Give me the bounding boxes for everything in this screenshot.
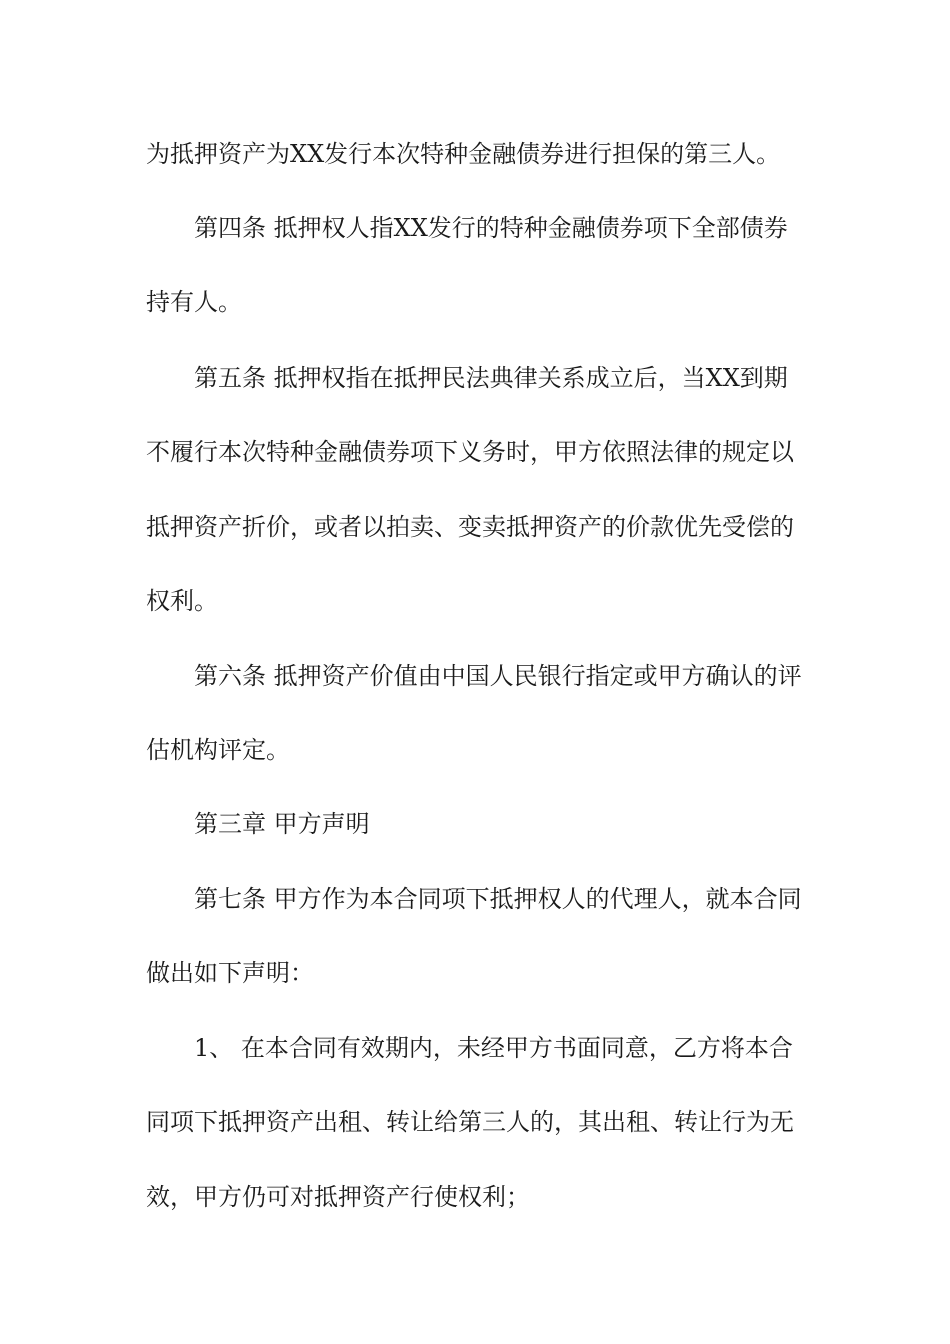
article-6-heading-line: 第六条 抵押资产价值由中国人民银行指定或甲方确认的评	[194, 662, 802, 690]
text-line-6: 抵押资产折价，或者以拍卖、变卖抵押资产的价款优先受偿的	[146, 513, 794, 541]
chapter-3-heading: 第三章 甲方声明	[194, 810, 370, 838]
text-line-15: 效，甲方仍可对抵押资产行使权利；	[146, 1183, 530, 1211]
text-line-9: 估机构评定。	[146, 736, 290, 764]
text-line-12: 做出如下声明：	[146, 959, 314, 987]
text-line-7: 权利。	[146, 587, 218, 615]
text-line-1: 为抵押资产为XX发行本次特种金融债券进行担保的第三人。	[146, 140, 781, 168]
list-item-1-line: 1、 在本合同有效期内，未经甲方书面同意，乙方将本合	[194, 1034, 793, 1062]
article-5-heading-line: 第五条 抵押权指在抵押民法典律关系成立后，当XX到期	[194, 364, 788, 392]
text-line-5: 不履行本次特种金融债券项下义务时，甲方依照法律的规定以	[146, 438, 794, 466]
text-line-14: 同项下抵押资产出租、转让给第三人的，其出租、转让行为无	[146, 1108, 794, 1136]
article-4-heading-line: 第四条 抵押权人指XX发行的特种金融债券项下全部债券	[194, 214, 788, 242]
article-7-heading-line: 第七条 甲方作为本合同项下抵押权人的代理人，就本合同	[194, 885, 802, 913]
text-line-3: 持有人。	[146, 288, 242, 316]
